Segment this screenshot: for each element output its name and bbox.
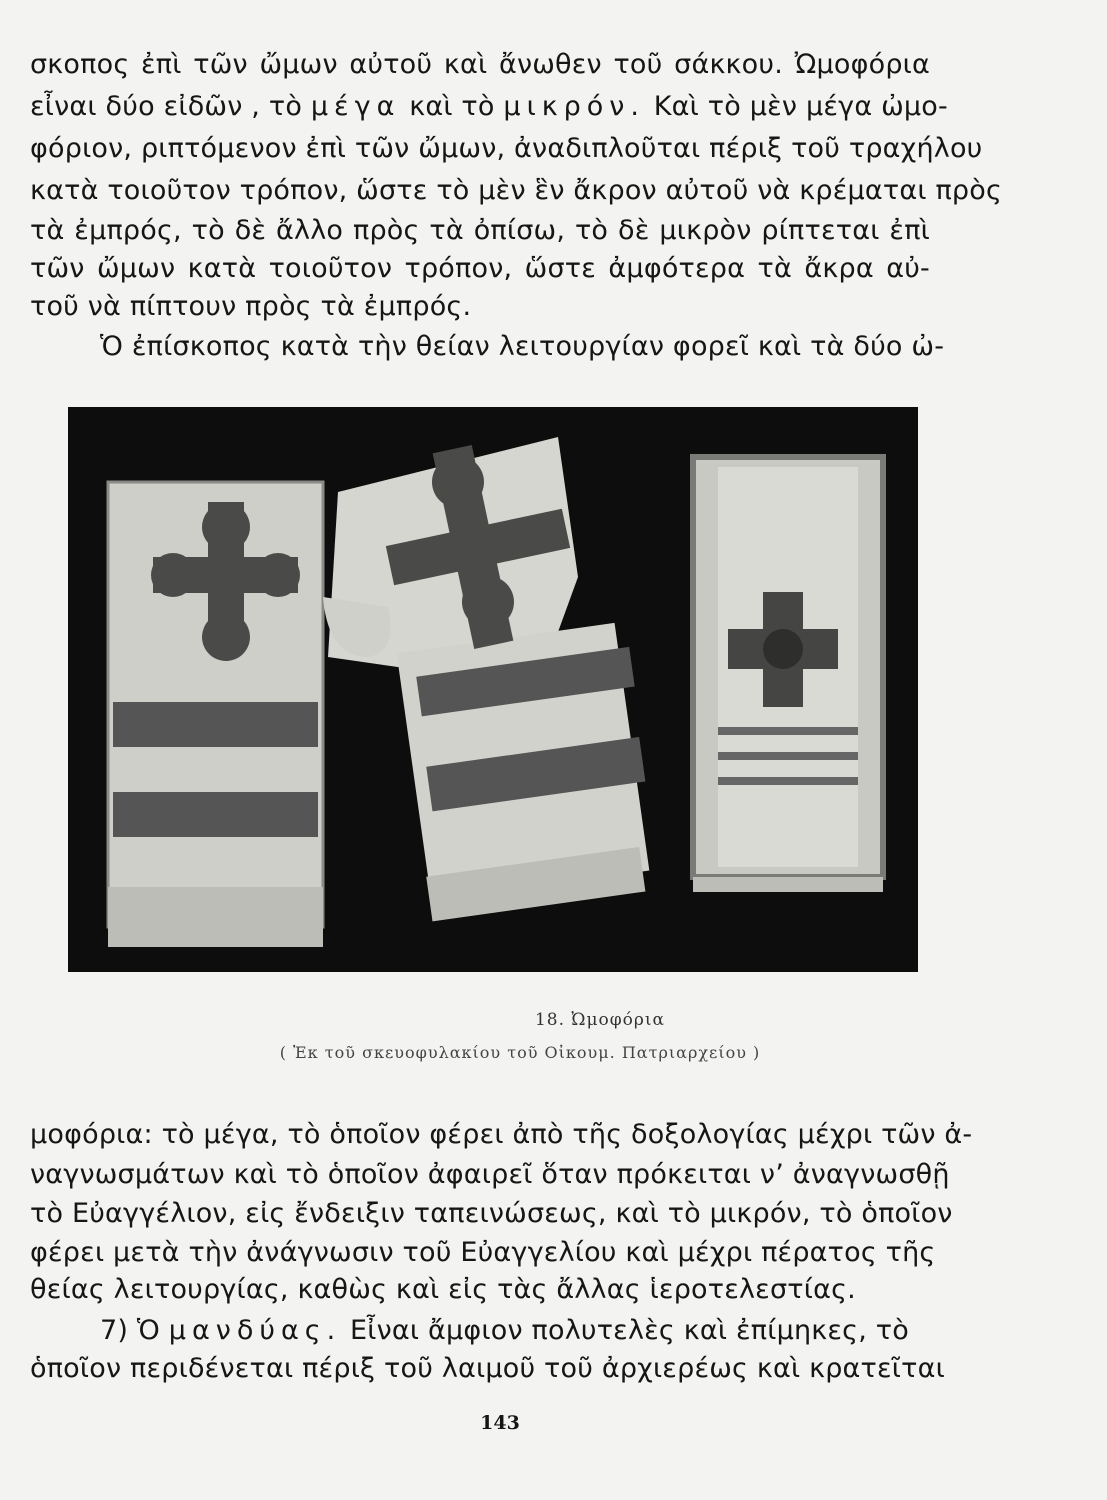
- omophoria-photograph: [68, 407, 918, 972]
- right-omophorion: [693, 457, 883, 892]
- text-line: τὰ ἐμπρός, τὸ δὲ ἄλλο πρὸς τὰ ὀπίσω, τὸ δὲ μικρὸν ρίπτεται ἐπὶ: [30, 215, 930, 246]
- text-line: ναγνωσμάτων καὶ τὸ ὁποῖον ἀφαιρεῖ ὅταν πρόκειται ν’ ἀναγνωσθῇ: [30, 1159, 950, 1190]
- text-fragment: εἶναι δύο εἰδῶν , τὸ: [30, 91, 303, 122]
- left-omophorion: [108, 482, 323, 947]
- spaced-term-mikron: μικρόν.: [503, 91, 645, 122]
- text-line: μοφόρια: τὸ μέγα, τὸ ὁποῖον φέρει ἀπὸ τῆς δοξολογίας μέχρι τῶν ἀ-: [30, 1119, 973, 1150]
- text-line: Ὁ ἐπίσκοπος κατὰ τὴν θείαν λειτουργίαν φορεῖ καὶ τὰ δύο ὠ-: [100, 331, 945, 362]
- text-fragment: Καὶ τὸ μὲν μέγα ὠμο-: [653, 91, 948, 122]
- text-line: φέρει μετὰ τὴν ἀνάγνωσιν τοῦ Εὐαγγελίου καὶ μέχρι πέρατος τῆς: [30, 1237, 936, 1268]
- text-line: τῶν ὤμων κατὰ τοιοῦτον τρόπον, ὥστε ἀμφότερα τὰ ἄκρα αὐ-: [30, 253, 930, 284]
- text-line: [30, 1314, 930, 1348]
- text-line: [30, 90, 948, 124]
- text-fragment: καὶ τὸ: [409, 91, 495, 122]
- text-line: θείας λειτουργίας, καθὼς καὶ εἰς τὰς ἄλλας ἱεροτελεστίας.: [30, 1274, 856, 1305]
- text-line: τὸ Εὐαγγέλιον, εἰς ἔνδειξιν ταπεινώσεως, καὶ τὸ μικρόν, τὸ ὁποῖον: [30, 1198, 953, 1229]
- text-line: τοῦ νὰ πίπτουν πρὸς τὰ ἐμπρός.: [30, 291, 472, 322]
- figure-caption: 18. Ὠμοφόρια: [534, 1010, 666, 1030]
- figure-source: ( Ἐκ τοῦ σκευοφυλακίου τοῦ Οἰκουμ. Πατριαρχείου ): [279, 1043, 761, 1062]
- text-line: φόριον, ριπτόμενον ἐπὶ τῶν ὤμων, ἀναδιπλοῦται πέριξ τοῦ τραχήλου: [30, 133, 983, 164]
- text-fragment: Εἶναι ἄμφιον πολυτελὲς καὶ ἐπίμηκες, τὸ: [350, 1315, 909, 1346]
- text-line: ὁποῖον περιδένεται πέριξ τοῦ λαιμοῦ τοῦ ἀρχιερέως καὶ κρατεῖται: [30, 1353, 945, 1384]
- section-number: 7) Ὁ: [100, 1315, 160, 1346]
- text-line: σκοπος ἐπὶ τῶν ὤμων αὐτοῦ καὶ ἄνωθεν τοῦ σάκκου. Ὠμοφόρια: [30, 49, 930, 80]
- page-number: 143: [480, 1412, 520, 1434]
- spaced-term-mega: μέγα: [310, 91, 401, 122]
- spaced-term-mandyas: μανδύας.: [168, 1315, 342, 1346]
- text-line: κατὰ τοιοῦτον τρόπον, ὥστε τὸ μὲν ἓν ἄκρον αὐτοῦ νὰ κρέμαται πρὸς: [30, 175, 1003, 206]
